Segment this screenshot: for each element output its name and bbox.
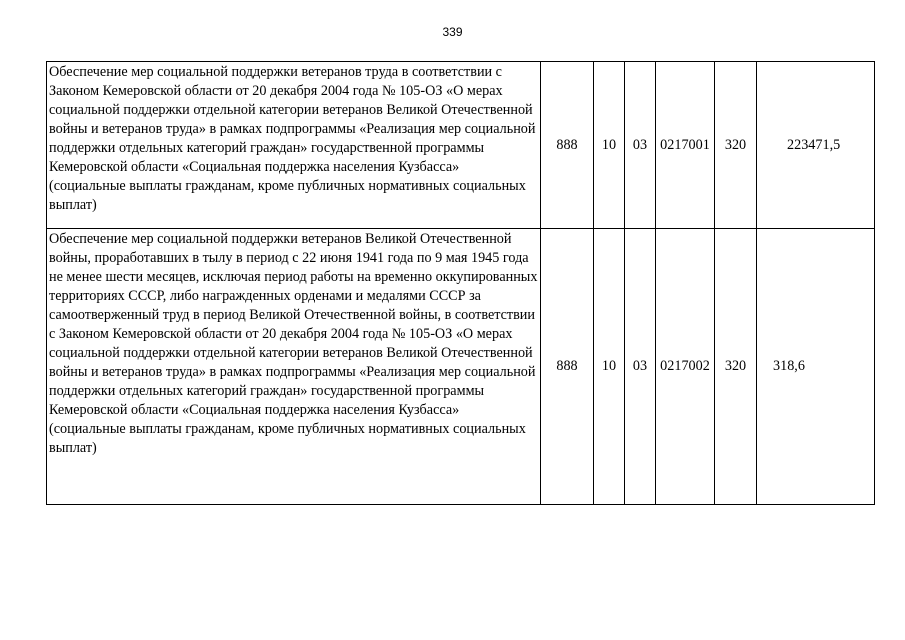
page-number: 339 xyxy=(442,25,463,39)
section-cell: 10 xyxy=(594,62,625,229)
amount-cell: 318,6 xyxy=(757,229,875,505)
row-description: Обеспечение мер социальной поддержки ветеранов Великой Отечественной войны, проработавших в тылу в период с 22 июня 1941 года по 9 мая 1945 года не менее шести месяцев, исключая период работы на временно оккупированных территориях СССР, либо награжденных орденами и медалями СССР за самоотверженный труд в период Великой Отечественной войны, в соответствии с Законом Кемеровской области от 20 декабря 2004 года № 105-ОЗ «О мерах социальной поддержки отдельной категории ветеранов Великой Отечественной войны и ветеранов труда» в рамках подпрограммы «Реализация мер социальной поддержки отдельных категорий граждан» государственной программы Кемеровской области «Социальная поддержка населения Кузбасса» (социальные выплаты гражданам, кроме публичных нормативных социальных выплат) xyxy=(47,229,541,505)
target-article-cell: 0217002 xyxy=(656,229,715,505)
table-row xyxy=(47,229,875,505)
ministry-code-cell: 888 xyxy=(541,229,594,505)
expense-type-cell: 320 xyxy=(715,229,757,505)
budget-table xyxy=(46,61,875,505)
section-cell: 10 xyxy=(594,229,625,505)
ministry-code-cell: 888 xyxy=(541,62,594,229)
row-description: Обеспечение мер социальной поддержки ветеранов труда в соответствии с Законом Кемеровской области от 20 декабря 2004 года № 105-ОЗ «О мерах социальной поддержки отдельной категории ветеранов Великой Отечественной войны и ветеранов труда» в рамках подпрограммы «Реализация мер социальной поддержки отдельных категорий граждан» государственной программы Кемеровской области «Социальная поддержка населения Кузбасса» (социальные выплаты гражданам, кроме публичных нормативных социальных выплат) xyxy=(47,62,541,229)
expense-type-cell: 320 xyxy=(715,62,757,229)
subsection-cell: 03 xyxy=(625,62,656,229)
target-article-cell: 0217001 xyxy=(656,62,715,229)
subsection-cell: 03 xyxy=(625,229,656,505)
table-row xyxy=(47,62,875,229)
amount-cell: 223471,5 xyxy=(757,62,875,229)
